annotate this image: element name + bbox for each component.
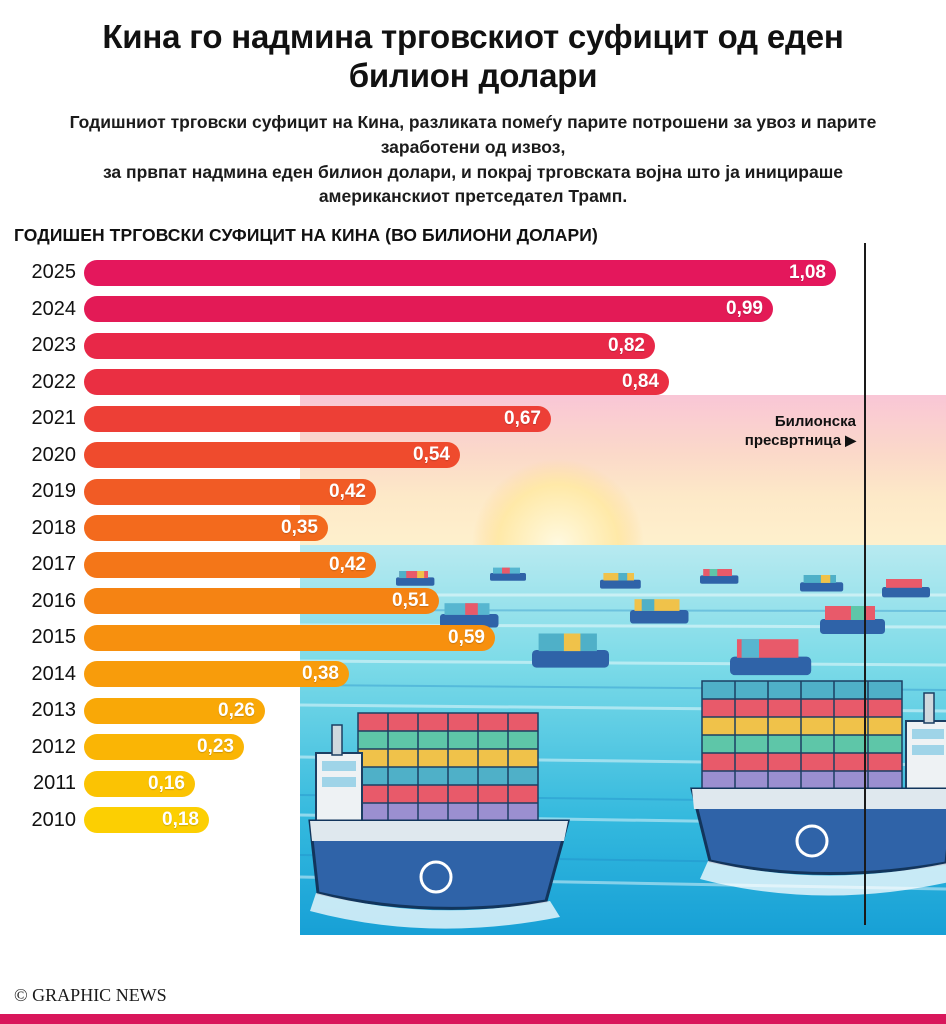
milestone-line — [864, 243, 866, 925]
year-label: 2020 — [31, 443, 76, 466]
value-bar — [84, 807, 209, 833]
chart-row — [14, 619, 946, 656]
milestone-arrow-icon: ▶ — [845, 432, 856, 448]
chart-container — [0, 225, 946, 925]
credit-line: © GRAPHIC NEWS — [14, 985, 167, 1005]
bar-value-label: 0,67 — [504, 407, 541, 429]
milestone-label-text: Билионска пресвртница — [744, 413, 856, 449]
chart-row — [14, 510, 946, 547]
year-label: 2015 — [31, 626, 76, 648]
value-bar — [84, 588, 439, 614]
year-label: 2012 — [31, 735, 76, 758]
bar-value-label: 0,54 — [413, 444, 450, 465]
chart-row — [14, 291, 946, 328]
bar-value-label: 0,35 — [281, 517, 318, 538]
bar-rows — [0, 254, 946, 838]
bar-value-label: 0,16 — [148, 772, 185, 794]
value-bar — [84, 479, 376, 505]
footer — [0, 985, 946, 1024]
bar-value-label: 1,08 — [789, 261, 826, 283]
value-bar — [84, 698, 265, 724]
bar-value-label: 0,18 — [162, 809, 199, 830]
value-bar — [84, 771, 195, 797]
year-label: 2025 — [31, 261, 76, 283]
chart-row — [14, 583, 946, 620]
value-bar — [84, 296, 773, 322]
value-bar — [84, 552, 376, 578]
bar-value-label: 0,82 — [608, 334, 645, 356]
value-bar — [84, 406, 551, 432]
chart-row — [14, 802, 946, 839]
year-label: 2019 — [31, 480, 76, 502]
bar-value-label: 0,99 — [726, 298, 763, 319]
bar-value-label: 0,42 — [329, 553, 366, 575]
year-label: 2011 — [32, 772, 76, 794]
chart-row — [14, 765, 946, 802]
bar-value-label: 0,42 — [329, 480, 366, 502]
chart-row — [14, 656, 946, 693]
value-bar — [84, 442, 460, 468]
year-label: 2024 — [31, 297, 76, 320]
chart-row — [14, 729, 946, 766]
value-bar — [84, 260, 836, 286]
page-subtitle — [40, 110, 906, 209]
chart-row — [14, 692, 946, 729]
bar-value-label: 0,26 — [218, 699, 255, 721]
year-label: 2021 — [31, 407, 76, 429]
value-bar — [84, 333, 655, 359]
chart-title: ГОДИШЕН ТРГОВСКИ СУФИЦИТ НА КИНА (ВО БИЛИОНИ ДОЛАРИ) — [14, 225, 598, 246]
bar-value-label: 0,38 — [302, 663, 339, 684]
value-bar — [84, 734, 244, 760]
chart-row — [14, 546, 946, 583]
bar-value-label: 0,59 — [448, 626, 485, 648]
year-label: 2017 — [31, 553, 76, 575]
page-title: Кина го надмина трговскиот суфицит од еден билион долари — [102, 18, 844, 94]
header — [0, 0, 946, 209]
bar-value-label: 0,51 — [392, 590, 429, 611]
bar-value-label: 0,23 — [197, 736, 234, 757]
footer-accent-bar — [0, 1014, 946, 1024]
value-bar — [84, 515, 328, 541]
milestone-label — [716, 413, 856, 451]
year-label: 2014 — [31, 662, 76, 685]
year-label: 2016 — [31, 589, 76, 612]
value-bar — [84, 661, 349, 687]
subtitle-text: Годишниот трговски суфицит на Кина, разликата помеѓу парите потрошени за увоз и парите заработени од извоз, за првпат надмина еден билион долари, и покрај трговската војна што ја иницираше американскиот претседател Трамп. — [69, 111, 877, 207]
year-label: 2013 — [31, 699, 76, 721]
value-bar — [84, 625, 495, 651]
chart-row — [14, 364, 946, 401]
chart-row — [14, 327, 946, 364]
year-label: 2010 — [31, 808, 76, 831]
value-bar — [84, 369, 669, 395]
chart-row — [14, 473, 946, 510]
year-label: 2023 — [31, 334, 76, 356]
year-label: 2022 — [31, 370, 76, 393]
chart-row — [14, 254, 946, 291]
bar-value-label: 0,84 — [622, 371, 659, 392]
year-label: 2018 — [31, 516, 76, 539]
